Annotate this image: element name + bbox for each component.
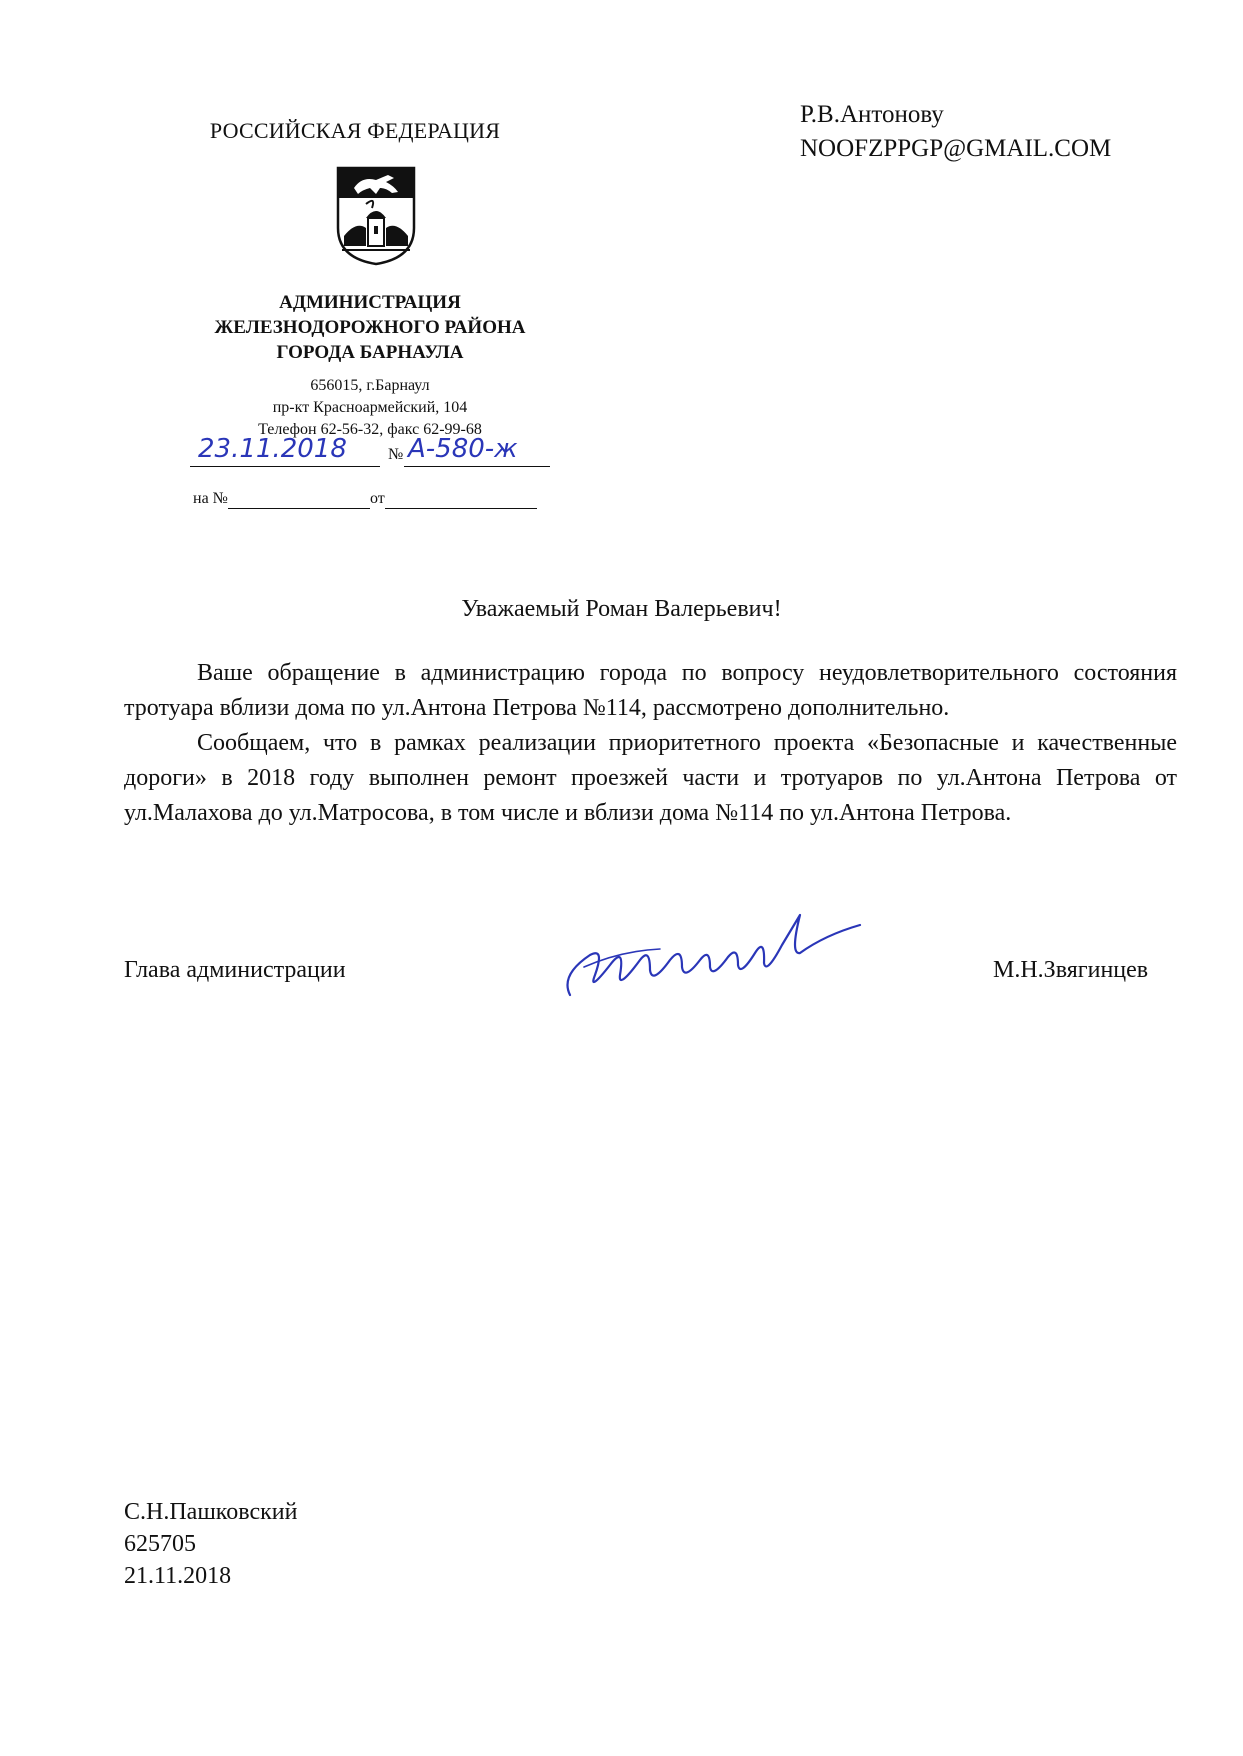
organization-name [180,290,560,365]
organization-line-3: ГОРОДА БАРНАУЛА [276,342,464,363]
letter-body [124,656,1177,831]
executor-date: 21.11.2018 [124,1563,232,1589]
paragraph-1: Ваше обращение в администрацию города по вопросу неудовлетворительного состояния тротуара вблизи дома по ул.Антона Петрова №114, рассмотрено дополнительно. [124,660,1177,721]
country-header: РОССИЙСКАЯ ФЕДЕРАЦИЯ [209,118,501,143]
registration-line [190,434,550,472]
registration-date: 23.11.2018 [198,434,347,464]
reference-line [193,490,537,509]
ref-from-label: от [369,490,385,507]
ref-date-blank [385,490,537,509]
ref-number-blank [228,490,370,509]
paragraph-2: Сообщаем, что в рамках реализации приоритетного проекта «Безопасные и качественные дороги» в 2018 году выполнен ремонт проезжей части и тротуаров по ул.Антона Петрова от ул.Малахова до ул.Матросова, в том числе и вблизи дома №114 по ул.Антона Петрова. [124,730,1177,826]
executor-block [124,1496,297,1592]
number-underline [404,466,550,467]
number-label: № [388,446,404,463]
city-coat-of-arms-icon [336,166,416,266]
executor-phone: 625705 [124,1531,196,1557]
handwritten-signature [550,905,870,1005]
organization-line-1: АДМИНИСТРАЦИЯ [279,292,461,313]
greeting: Уважаемый Роман Валерьевич! [461,596,782,622]
recipient-email: NOOFZPPGP@GMAIL.COM [800,135,1112,162]
signatory-title: Глава администрации [124,957,346,983]
sender-address [200,375,540,441]
address-line-2: пр-кт Красноармейский, 104 [272,399,468,416]
phone-line: Телефон 62-56-32, факс 62-99-68 [258,421,482,438]
recipient-name: Р.В.Антонову [800,101,944,128]
organization-line-2: ЖЕЛЕЗНОДОРОЖНОГО РАЙОНА [214,317,526,338]
ref-number-label: на № [193,490,228,507]
date-underline [190,466,380,467]
address-line-1: 656015, г.Барнаул [310,377,430,394]
registration-number: А-580-ж [408,434,518,464]
signatory-name: М.Н.Звягинцев [993,957,1149,983]
executor-name: С.Н.Пашковский [124,1499,298,1525]
recipient-block [800,98,1111,166]
